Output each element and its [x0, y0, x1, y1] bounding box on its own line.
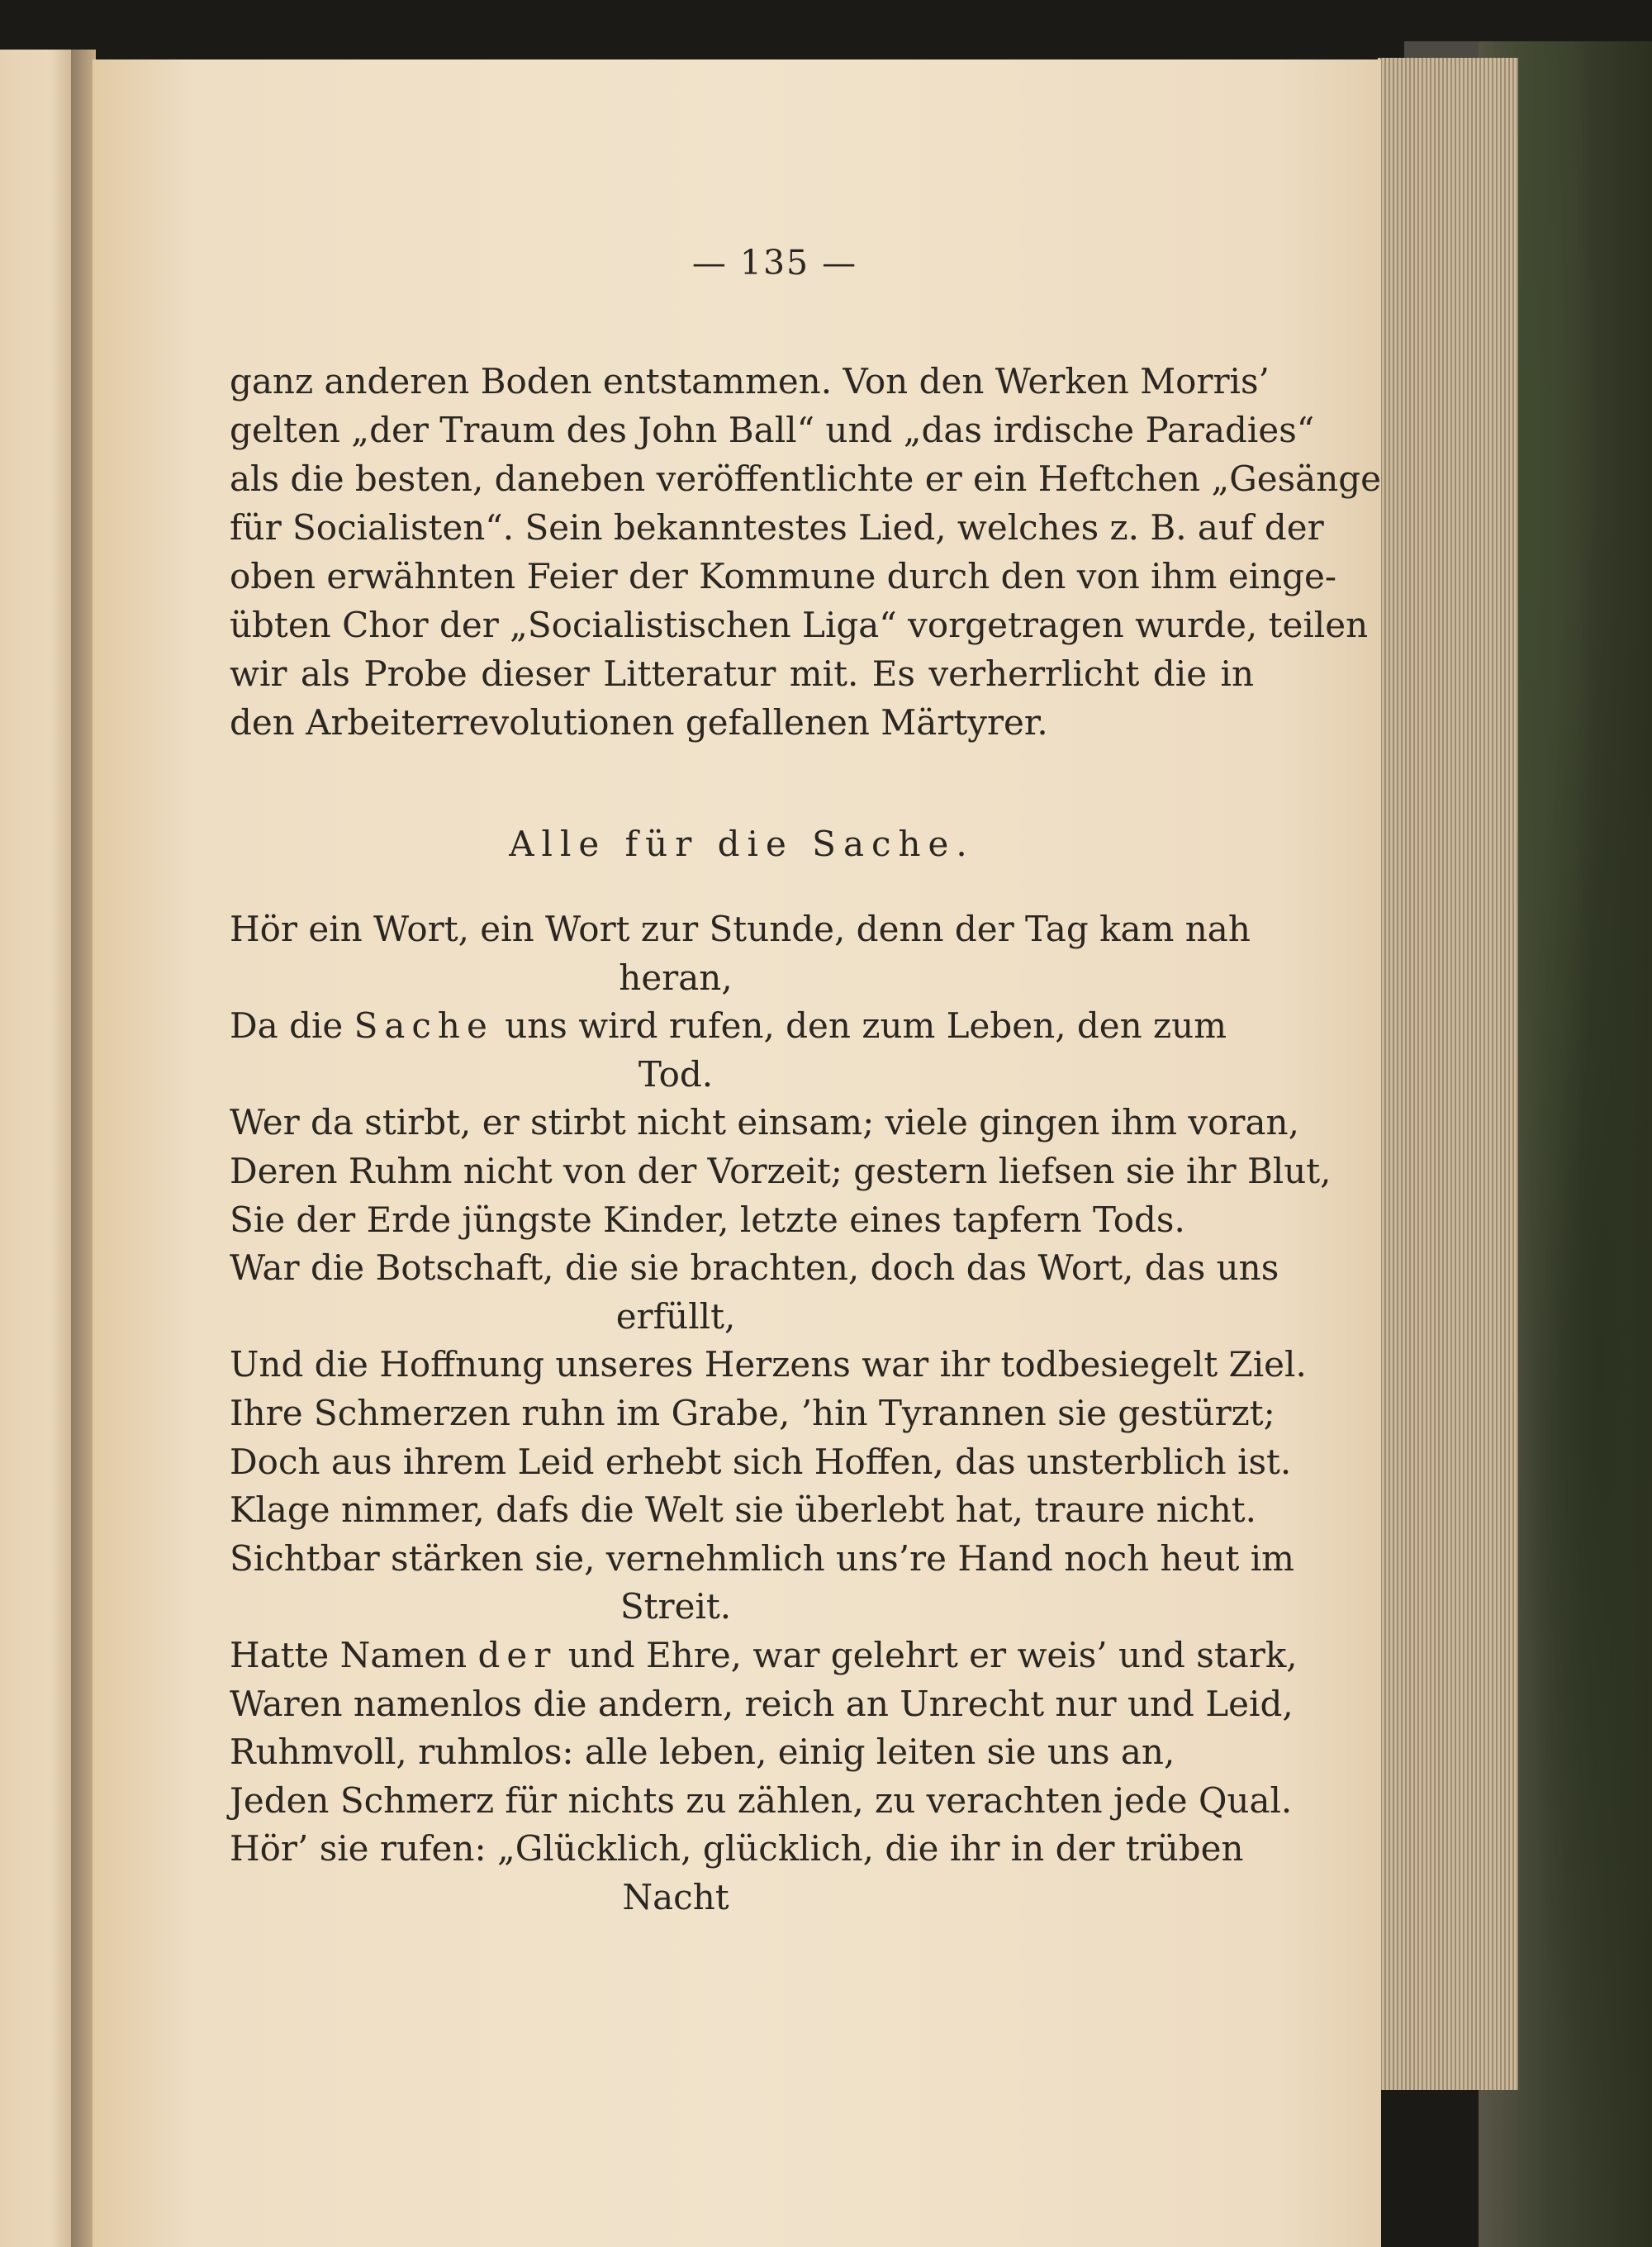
text-line: für Socialisten“. Sein bekanntestes Lied, welches z. B. auf der [230, 507, 1324, 548]
text-line: als die besten, daneben veröffentlichte er ein Heftchen „Gesänge [230, 458, 1381, 499]
intro-paragraph [230, 357, 1381, 747]
text-line: wir als Probe dieser Litteratur mit. Es verherrlicht die in [230, 653, 1254, 694]
poem-line [230, 1438, 1292, 1487]
poem-line [230, 1099, 1299, 1147]
text-line: gelten „der Traum des John Ball“ und „das irdische Paradies“ [230, 410, 1315, 450]
poem-text: Hör ein Wort, ein Wort zur Stunde, denn der Tag kam nah [230, 909, 1251, 949]
poem-text: War die Botschaft, die sie brachten, doch das Wort, das uns [230, 1247, 1279, 1289]
poem-text: Streit. [620, 1586, 732, 1627]
poem-line-continuation [230, 1874, 1254, 1922]
poem-text: Hatte Namen [230, 1634, 478, 1675]
poem-line-continuation [230, 1583, 1254, 1632]
poem-text: Hör’ sie rufen: „Glücklich, glücklich, die ihr in der trüben [230, 1828, 1244, 1869]
poem-text: uns wird rufen, den zum Leben, den zum [493, 1005, 1227, 1047]
poem-text: Wer da stirbt, er stirbt nicht einsam; viele gingen ihm voran, [230, 1102, 1299, 1143]
poem-line [230, 1535, 1294, 1584]
poem-text: Klage nimmer, dafs die Welt sie überlebt hat, traure nicht. [230, 1489, 1256, 1531]
poem-line [230, 1390, 1275, 1438]
left-page-strip [0, 50, 73, 2247]
poem-text: und Ehre, war gelehrt er weis’ und stark, [557, 1634, 1298, 1675]
poem-text: Sie der Erde jüngste Kinder, letzte eines tapfern Tods. [230, 1199, 1185, 1240]
poem-text: heran, [619, 957, 733, 998]
poem-line [230, 1002, 1254, 1051]
book-page [93, 59, 1381, 2247]
poem-text: Sichtbar stärken sie, vernehmlich uns’re Hand noch heut im [230, 1537, 1294, 1579]
poem-line [230, 1196, 1254, 1245]
poem-text: erfüllt, [615, 1295, 736, 1337]
spaced-emphasis: Sache [354, 1005, 494, 1047]
poem-text: Waren namenlos die andern, reich an Unrecht nur und Leid, [230, 1683, 1294, 1724]
poem-text: Doch aus ihrem Leid erhebt sich Hoffen, das unsterblich ist. [230, 1441, 1292, 1482]
page-number: — 135 — [691, 243, 858, 283]
poem-body [230, 905, 1332, 1922]
poem-line [230, 905, 1254, 954]
text-line: oben erwähnten Feier der Kommune durch den von ihm einge- [230, 556, 1337, 596]
poem-text: Nacht [622, 1876, 729, 1917]
poem-text: Ihre Schmerzen ruhn im Grabe, ’hin Tyrannen sie gestürzt; [230, 1392, 1275, 1433]
poem-line [230, 1680, 1294, 1729]
poem-line [230, 1777, 1293, 1826]
text-line: übten Chor der „Socialistischen Liga“ vorgetragen wurde, teilen [230, 605, 1369, 645]
page-edges-stack [1378, 58, 1518, 2090]
poem-title: Alle für die Sache. [509, 824, 975, 864]
poem-line-continuation [230, 1051, 1254, 1100]
poem-line [230, 1341, 1307, 1390]
poem-text: Deren Ruhm nicht von der Vorzeit; gestern liefsen sie ihr Blut, [230, 1150, 1332, 1191]
poem-text: Und die Hoffnung unseres Herzens war ihr todbesiegelt Ziel. [230, 1344, 1307, 1385]
poem-line-continuation [230, 954, 1254, 1003]
poem-line-continuation [230, 1293, 1254, 1342]
poem-text: Jeden Schmerz für nichts zu zählen, zu verachten jede Qual. [230, 1779, 1293, 1821]
poem-line [230, 1486, 1254, 1535]
text-line: ganz anderen Boden entstammen. Von den Werken Morris’ [230, 361, 1270, 401]
text-line: den Arbeiterrevolutionen gefallenen Märtyrer. [230, 702, 1048, 743]
spaced-emphasis: der [477, 1634, 558, 1675]
poem-text: Tod. [638, 1053, 714, 1095]
poem-line [230, 1147, 1332, 1196]
poem-line [230, 1632, 1298, 1680]
poem-line [230, 1244, 1279, 1293]
poem-text: Ruhmvoll, ruhmlos: alle leben, einig leiten sie uns an, [230, 1732, 1175, 1773]
poem-line [230, 1825, 1254, 1874]
poem-text: Da die [230, 1005, 354, 1047]
poem-line [230, 1728, 1254, 1777]
